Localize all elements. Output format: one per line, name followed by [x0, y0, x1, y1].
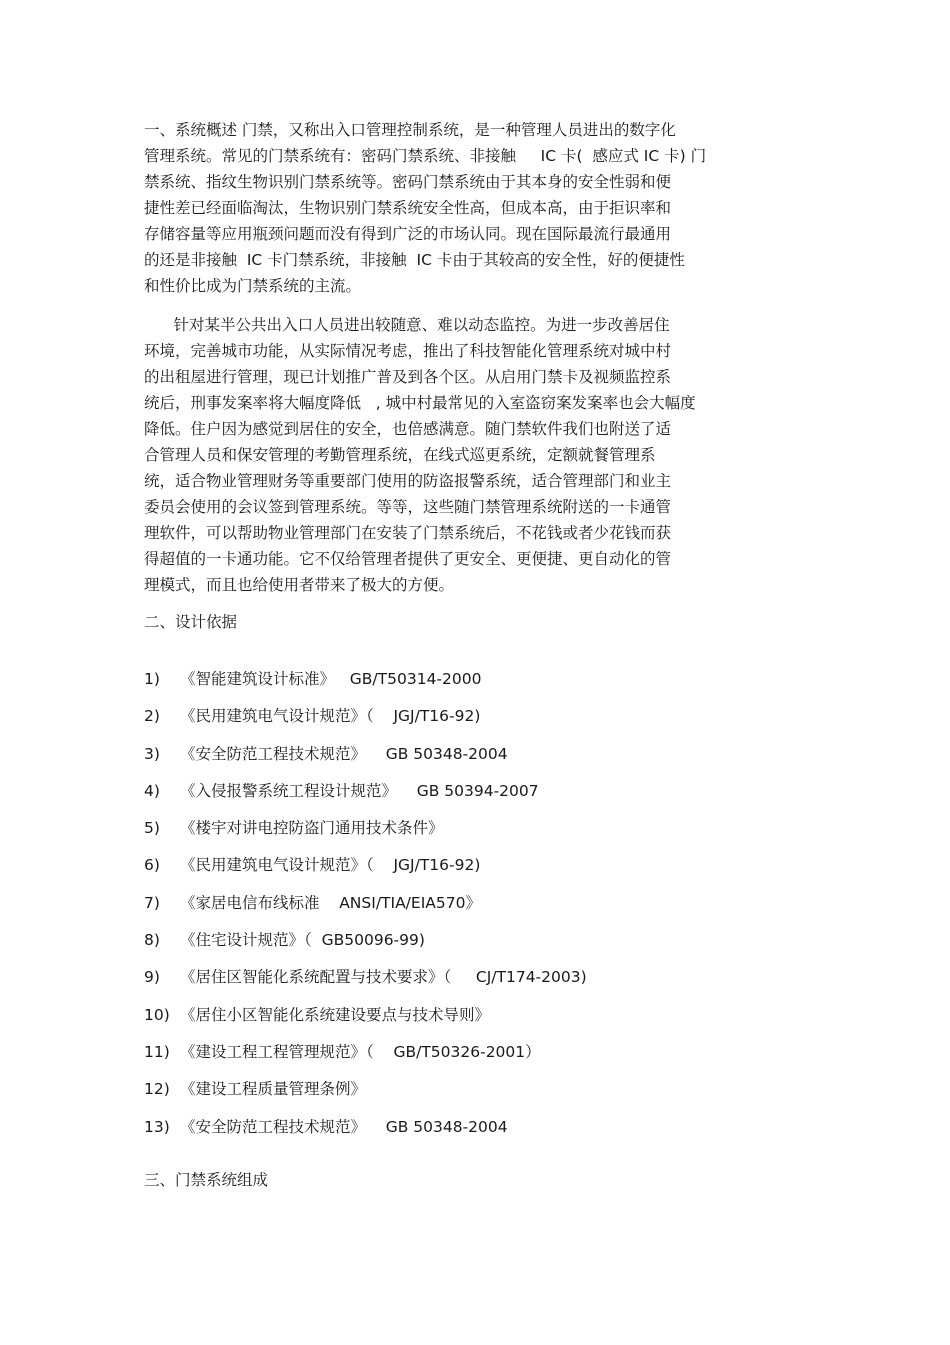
list-item	[144, 701, 844, 738]
intro-line: 管理系统。常见的门禁系统有：密码门禁系统、非接触 IC 卡( 感应式 IC 卡) 门	[144, 147, 707, 165]
paragraph-line: 委员会使用的会议签到管理系统。等等，这些随门禁管理系统附送的一卡通管	[144, 498, 672, 516]
intro-line: 捷性差已经面临淘汰，生物识别门禁系统安全性高，但成本高，由于拒识率和	[144, 199, 672, 217]
background-paragraph	[144, 312, 814, 598]
list-item-number: 10)	[144, 1005, 170, 1024]
intro-line: 的还是非接触 IC 卡门禁系统，非接触 IC 卡由于其较高的安全性，好的便捷性	[144, 251, 685, 269]
list-item-text: 《居住小区智能化系统建设要点与技术导则》	[180, 1005, 491, 1024]
list-item	[144, 739, 844, 776]
paragraph-line: 合管理人员和保安管理的考勤管理系统，在线式巡更系统，定额就餐管理系	[144, 446, 656, 464]
list-item-number: 6)	[144, 856, 160, 875]
list-item-number: 12)	[144, 1080, 170, 1099]
paragraph-line: 的出租屋进行管理，现已计划推广普及到各个区。从启用门禁卡及视频监控系	[144, 368, 672, 386]
paragraph-line: 统，适合物业管理财务等重要部门使用的防盗报警系统，适合管理部门和业主	[144, 472, 672, 490]
paragraph-line: 得超值的一卡通功能。它不仅给管理者提供了更安全、更便捷、更自动化的管	[144, 550, 672, 568]
list-item-text: 《安全防范工程技术规范》 GB 50348-2004	[180, 744, 508, 763]
paragraph-line: 统后，刑事发案率将大幅度降低 , 城中村最常见的入室盗窃案发案率也会大幅度	[144, 394, 696, 412]
list-item-text: 《入侵报警系统工程设计规范》 GB 50394-2007	[180, 781, 539, 800]
list-item	[144, 1037, 844, 1074]
list-item-number: 4)	[144, 781, 160, 800]
list-item-text: 《民用建筑电气设计规范》（ JGJ/T16-92)	[180, 856, 481, 875]
list-item	[144, 813, 844, 850]
paragraph-line: 降低。住户因为感觉到居住的安全，也倍感满意。随门禁软件我们也附送了适	[144, 420, 672, 438]
list-item	[144, 850, 844, 887]
list-item-text: 《建设工程工程管理规范》（ GB/T50326-2001）	[180, 1042, 541, 1061]
list-item-number: 9)	[144, 968, 160, 987]
list-item-number: 3)	[144, 744, 160, 763]
section-heading-design-basis: 二、设计依据	[144, 613, 238, 631]
section-heading-system-composition: 三、门禁系统组成	[144, 1171, 269, 1189]
list-item-text: 《安全防范工程技术规范》 GB 50348-2004	[180, 1117, 508, 1136]
list-item-number: 7)	[144, 893, 160, 912]
list-item-number: 11)	[144, 1042, 170, 1061]
paragraph-line: 针对某半公共出入口人员进出较随意、难以动态监控。为进一步改善居住	[144, 316, 670, 334]
list-item-text: 《住宅设计规范》（ GB50096-99)	[180, 931, 425, 950]
list-item	[144, 1000, 844, 1037]
paragraph-line: 理软件，可以帮助物业管理部门在安装了门禁系统后，不花钱或者少花钱而获	[144, 524, 672, 542]
reference-list	[144, 664, 844, 1149]
list-item	[144, 925, 844, 962]
list-item	[144, 664, 844, 701]
list-item	[144, 962, 844, 999]
list-item-number: 8)	[144, 931, 160, 950]
list-item-number: 2)	[144, 707, 160, 726]
list-item	[144, 888, 844, 925]
list-item-text: 《民用建筑电气设计规范》（ JGJ/T16-92)	[180, 707, 481, 726]
paragraph-line: 环境，完善城市功能，从实际情况考虑，推出了科技智能化管理系统对城中村	[144, 342, 672, 360]
intro-paragraph	[144, 117, 814, 299]
list-item-text: 《建设工程质量管理条例》	[180, 1080, 367, 1099]
intro-line: 禁系统、指纹生物识别门禁系统等。密码门禁系统由于其本身的安全性弱和便	[144, 173, 672, 191]
intro-line: 和性价比成为门禁系统的主流。	[144, 277, 362, 295]
list-item	[144, 1074, 844, 1111]
list-item	[144, 776, 844, 813]
list-item-number: 1)	[144, 670, 160, 688]
list-item-number: 13)	[144, 1117, 170, 1136]
intro-line: 存储容量等应用瓶颈问题而没有得到广泛的市场认同。现在国际最流行最通用	[144, 225, 672, 243]
list-item-text: 《智能建筑设计标准》 GB/T50314-2000	[180, 670, 482, 688]
list-item	[144, 1112, 844, 1149]
list-item-text: 《楼宇对讲电控防盗门通用技术条件》	[180, 819, 444, 838]
list-item-text: 《家居电信布线标准 ANSI/TIA/EIA570》	[180, 893, 481, 912]
paragraph-line: 理模式，而且也给使用者带来了极大的方便。	[144, 576, 455, 594]
list-item-text: 《居住区智能化系统配置与技术要求》（ CJ/T174-2003)	[180, 968, 587, 987]
intro-line: 一、系统概述 门禁，又称出入口管理控制系统，是一种管理人员进出的数字化	[144, 121, 676, 139]
list-item-number: 5)	[144, 819, 160, 838]
